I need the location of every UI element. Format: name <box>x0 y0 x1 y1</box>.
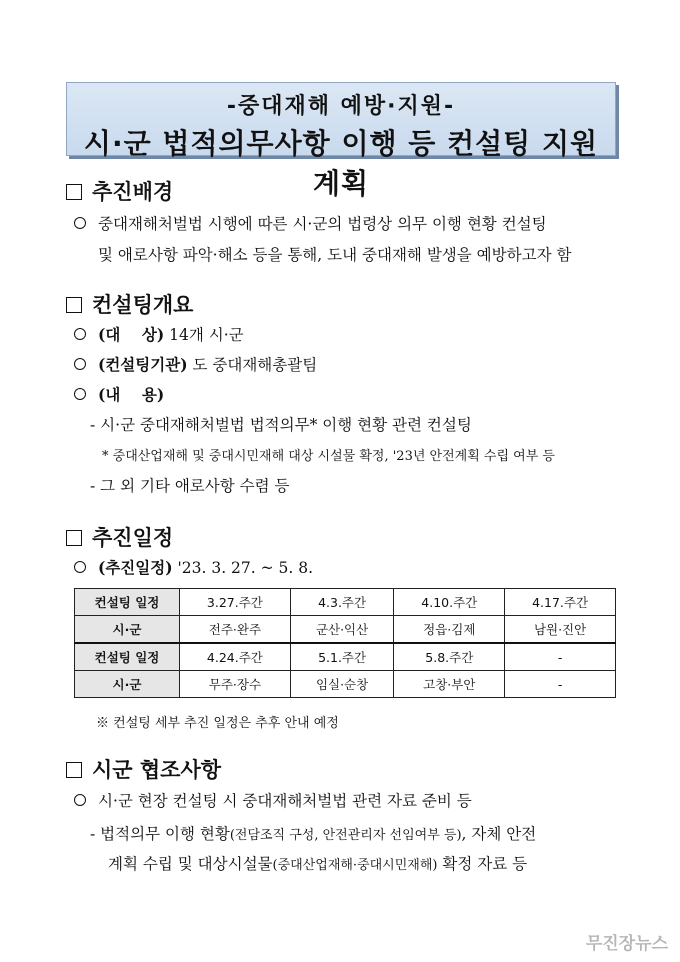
table-cell: 전주·완주 <box>180 616 291 644</box>
overview-item-1: - 시·군 중대재해처벌법 법적의무* 이행 현황 관련 컨설팅 <box>90 416 472 434</box>
table-cell: - <box>505 671 616 698</box>
circle-bullet-icon <box>74 388 86 400</box>
table-cell: 4.17.주간 <box>505 589 616 616</box>
overview-content: (내 용) <box>74 383 164 405</box>
table-row <box>75 671 616 698</box>
square-bullet-icon <box>66 530 82 546</box>
table-cell: 5.8.주간 <box>394 643 505 671</box>
background-text-1: 중대재해처벌법 시행에 따른 시·군의 법령상 의무 이행 현황 컨설팅 <box>74 212 547 234</box>
table-cell: 컨설팅 일정 <box>75 589 180 616</box>
table-cell: 정읍·김제 <box>394 616 505 644</box>
title-main: 시·군 법적의무사항 이행 등 컨설팅 지원 계획 <box>83 127 599 200</box>
table-cell: 4.24.주간 <box>180 643 291 671</box>
overview-item-2: - 그 외 기타 애로사항 수렴 등 <box>90 477 290 495</box>
overview-note-1: * 중대산업재해 및 중대시민재해 대상 시설물 확정, '23년 안전계획 수립 여부 등 <box>102 449 555 464</box>
cooperation-text-2: - 법적의무 이행 현황(전담조직 구성, 안전관리자 선임여부 등), 자체 안전 <box>90 825 537 843</box>
table-row <box>75 589 616 616</box>
circle-bullet-icon <box>74 328 86 340</box>
circle-bullet-icon <box>74 561 86 573</box>
table-cell: 시·군 <box>75 616 180 644</box>
circle-bullet-icon <box>74 217 86 229</box>
table-cell: 고창·부안 <box>394 671 505 698</box>
section-heading-cooperation: 시군 협조사항 <box>66 754 221 784</box>
section-heading-background: 추진배경 <box>66 176 173 206</box>
title-subtitle: -중대재해 예방·지원- <box>226 94 456 119</box>
table-cell: 남원·진안 <box>505 616 616 644</box>
table-cell: - <box>505 643 616 671</box>
table-cell: 5.1.주간 <box>290 643 394 671</box>
table-cell: 무주·장수 <box>180 671 291 698</box>
table-cell: 컨설팅 일정 <box>75 643 180 671</box>
table-cell: 군산·익산 <box>290 616 394 644</box>
table-cell: 임실·순창 <box>290 671 394 698</box>
table-cell: 4.10.주간 <box>394 589 505 616</box>
overview-org: (컨설팅기관) 도 중대재해총괄팀 <box>74 353 317 375</box>
square-bullet-icon <box>66 762 82 778</box>
cooperation-text-3: 계획 수립 및 대상시설물(중대산업재해·중대시민재해) 확정 자료 등 <box>108 855 528 873</box>
overview-target: (대 상) 14개 시·군 <box>74 323 244 345</box>
schedule-table <box>74 588 616 698</box>
square-bullet-icon <box>66 184 82 200</box>
background-text-2: 및 애로사항 파악·해소 등을 통해, 도내 중대재해 발생을 예방하고자 함 <box>98 246 572 264</box>
watermark-logo: 무진장뉴스 <box>585 934 668 954</box>
table-row <box>75 643 616 671</box>
circle-bullet-icon <box>74 358 86 370</box>
table-row <box>75 616 616 644</box>
section-heading-overview: 컨설팅개요 <box>66 289 193 319</box>
square-bullet-icon <box>66 297 82 313</box>
table-cell: 시·군 <box>75 671 180 698</box>
table-cell: 4.3.주간 <box>290 589 394 616</box>
section-heading-schedule: 추진일정 <box>66 522 173 552</box>
table-cell: 3.27.주간 <box>180 589 291 616</box>
circle-bullet-icon <box>74 794 86 806</box>
cooperation-text-1: 시·군 현장 컨설팅 시 중대재해처벌법 관련 자료 준비 등 <box>74 789 472 811</box>
schedule-period: (추진일정) '23. 3. 27. ~ 5. 8. <box>74 556 313 578</box>
schedule-footnote: ※ 컨설팅 세부 추진 일정은 추후 안내 예정 <box>96 716 339 731</box>
